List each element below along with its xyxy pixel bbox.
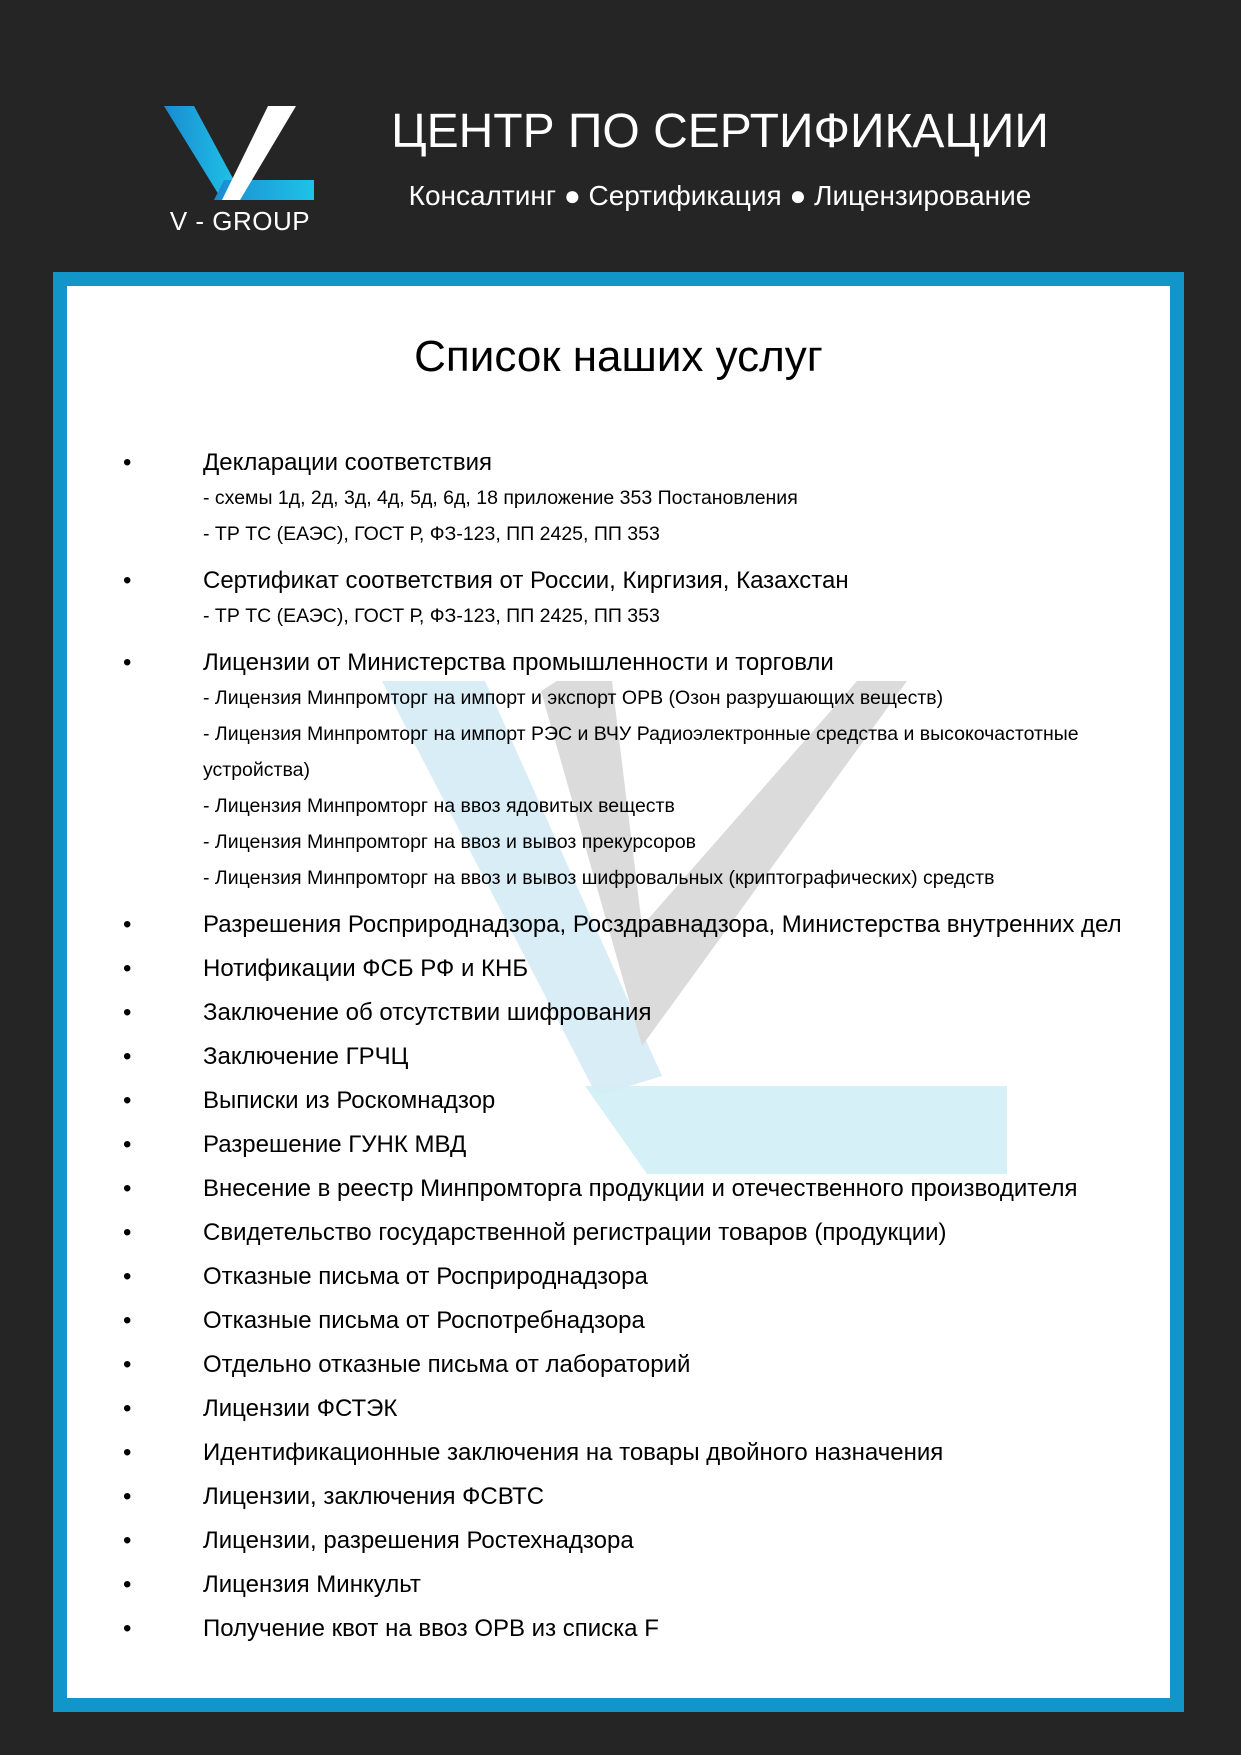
service-label: Сертификат соответствия от России, Киргизия, Казахстан bbox=[203, 567, 849, 594]
service-label: Отдельно отказные письма от лабораторий bbox=[203, 1351, 691, 1378]
service-item bbox=[115, 1218, 1140, 1248]
service-detail: - Лицензия Минпромторг на ввоз и вывоз прекурсоров bbox=[203, 831, 697, 853]
service-detail: - Лицензия Минпромторг на ввоз и вывоз шифровальных (криптографических) средств bbox=[203, 867, 995, 889]
service-item bbox=[115, 998, 1140, 1028]
service-item bbox=[115, 1526, 1140, 1556]
service-label: Получение квот на ввоз ОРВ из списка F bbox=[203, 1615, 659, 1642]
service-label: Свидетельство государственной регистрации товаров (продукции) bbox=[203, 1219, 947, 1246]
bullet-icon: • bbox=[123, 1307, 132, 1334]
header-title: ЦЕНТР ПО СЕРТИФИКАЦИИ bbox=[391, 105, 1049, 158]
bullet-icon: • bbox=[123, 1571, 132, 1598]
bullet-icon: • bbox=[123, 1615, 132, 1642]
service-item bbox=[115, 1042, 1140, 1072]
service-label: Идентификационные заключения на товары двойного назначения bbox=[203, 1439, 944, 1466]
bullet-icon: • bbox=[123, 1219, 132, 1246]
service-item bbox=[115, 1262, 1140, 1292]
service-item bbox=[115, 1482, 1140, 1512]
header-subtitle: Консалтинг ● Сертификация ● Лицензирование bbox=[408, 180, 1032, 211]
service-label: Заключение об отсутствии шифрования bbox=[203, 999, 652, 1026]
service-item bbox=[115, 1614, 1140, 1644]
service-label: Разрешение ГУНК МВД bbox=[203, 1131, 467, 1158]
service-detail: - ТР ТС (ЕАЭС), ГОСТ Р, ФЗ-123, ПП 2425, ПП 353 bbox=[203, 605, 660, 627]
service-item bbox=[115, 1570, 1140, 1600]
service-details bbox=[203, 598, 1140, 634]
bullet-icon: • bbox=[123, 649, 132, 676]
service-item bbox=[115, 1174, 1140, 1204]
bullet-icon: • bbox=[123, 1175, 132, 1202]
service-label: Декларации соответствия bbox=[203, 449, 492, 476]
bullet-icon: • bbox=[123, 1043, 132, 1070]
bullet-icon: • bbox=[123, 999, 132, 1026]
service-item bbox=[115, 648, 1140, 896]
service-item bbox=[115, 1394, 1140, 1424]
services-card-frame bbox=[53, 272, 1184, 1712]
logo-text: V - GROUP bbox=[169, 206, 311, 236]
service-details bbox=[203, 680, 1140, 896]
bullet-icon: • bbox=[123, 1439, 132, 1466]
service-item bbox=[115, 1130, 1140, 1160]
bullet-icon: • bbox=[123, 1351, 132, 1378]
service-label: Лицензии, разрешения Ростехнадзора bbox=[203, 1527, 634, 1554]
bullet-icon: • bbox=[123, 911, 132, 938]
service-label: Отказные письма от Росприроднадзора bbox=[203, 1263, 648, 1290]
service-label: Заключение ГРЧЦ bbox=[203, 1043, 409, 1070]
service-item bbox=[115, 1350, 1140, 1380]
service-detail: - Лицензия Минпромторг на импорт РЭС и ВЧУ Радиоэлектронные средства и высокочастотные устройства) bbox=[203, 723, 1079, 781]
service-label: Отказные письма от Роспотребнадзора bbox=[203, 1307, 645, 1334]
v-logo-icon bbox=[164, 106, 316, 212]
service-label: Выписки из Роскомнадзор bbox=[203, 1087, 496, 1114]
service-item bbox=[115, 910, 1140, 940]
service-item bbox=[115, 566, 1140, 634]
bullet-icon: • bbox=[123, 449, 132, 476]
bullet-icon: • bbox=[123, 955, 132, 982]
services-card bbox=[67, 286, 1170, 1698]
service-label: Внесение в реестр Минпромторга продукции и отечественного производителя bbox=[203, 1175, 1078, 1202]
service-label: Нотификации ФСБ РФ и КНБ bbox=[203, 955, 529, 982]
bullet-icon: • bbox=[123, 1395, 132, 1422]
vgroup-logo bbox=[160, 100, 320, 240]
service-item bbox=[115, 448, 1140, 552]
bullet-icon: • bbox=[123, 1263, 132, 1290]
bullet-icon: • bbox=[123, 1087, 132, 1114]
service-label: Лицензии, заключения ФСВТС bbox=[203, 1483, 545, 1510]
service-label: Разрешения Росприроднадзора, Росздравнадзора, Министерства внутренних дел bbox=[203, 911, 1122, 938]
service-item bbox=[115, 954, 1140, 984]
service-label: Лицензии от Министерства промышленности и торговли bbox=[203, 649, 834, 676]
bullet-icon: • bbox=[123, 1527, 132, 1554]
bullet-icon: • bbox=[123, 1483, 132, 1510]
service-detail: - схемы 1д, 2д, 3д, 4д, 5д, 6д, 18 приложение 353 Постановления bbox=[203, 487, 798, 509]
service-detail: - Лицензия Минпромторг на импорт и экспорт ОРВ (Озон разрушающих веществ) bbox=[203, 687, 944, 709]
bullet-icon: • bbox=[123, 1131, 132, 1158]
service-detail: - ТР ТС (ЕАЭС), ГОСТ Р, ФЗ-123, ПП 2425, ПП 353 bbox=[203, 523, 660, 545]
service-item bbox=[115, 1086, 1140, 1116]
bullet-icon: • bbox=[123, 567, 132, 594]
service-detail: - Лицензия Минпромторг на ввоз ядовитых веществ bbox=[203, 795, 675, 817]
services-list bbox=[115, 448, 1140, 1658]
service-label: Лицензии ФСТЭК bbox=[203, 1395, 398, 1422]
service-item bbox=[115, 1438, 1140, 1468]
service-item bbox=[115, 1306, 1140, 1336]
services-title: Список наших услуг bbox=[414, 332, 823, 381]
service-label: Лицензия Минкульт bbox=[203, 1571, 421, 1598]
service-details bbox=[203, 480, 1140, 552]
